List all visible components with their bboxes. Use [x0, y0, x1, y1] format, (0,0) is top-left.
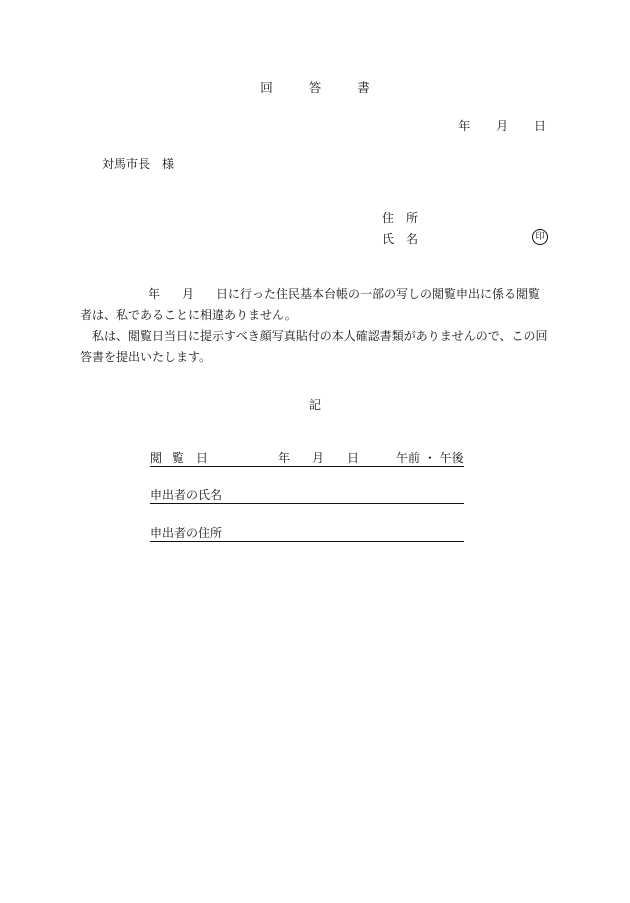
- title-char-1: 回: [260, 80, 273, 95]
- ki-heading: 記: [308, 398, 321, 412]
- applicant-name-row: [150, 489, 464, 504]
- applicant-address-row-label: 申出者の住所: [150, 526, 223, 540]
- name-label-char-2: 名: [406, 232, 419, 246]
- document-title: [0, 82, 630, 95]
- p1-text: 日に行った住民基本台帳の一部の写しの閲覧申出に係る閲覧者は、私であることに相違ありません。: [80, 287, 541, 322]
- view-date-label-1: 閲: [150, 451, 163, 465]
- body-paragraph-1: [80, 284, 550, 326]
- view-date-row: [150, 452, 464, 467]
- view-date-ampm: 午前 ・ 午後: [396, 451, 464, 465]
- applicant-name-label: [382, 233, 418, 245]
- addressee-name: 対馬市長: [102, 157, 151, 171]
- header-date-year: 年: [458, 119, 471, 133]
- view-date-day: 日: [347, 451, 360, 465]
- address-label-char-2: 所: [406, 211, 419, 225]
- view-date-month: 月: [312, 451, 325, 465]
- view-date-label-2: 覧: [172, 451, 185, 465]
- p1-month: 月: [182, 287, 195, 301]
- header-date-day: 日: [533, 119, 546, 133]
- name-label-char-1: 氏: [382, 232, 395, 246]
- address-label-char-1: 住: [382, 211, 395, 225]
- applicant-address-row: [150, 527, 464, 542]
- view-date-label-3: 日: [196, 451, 209, 465]
- title-char-2: 答: [308, 80, 322, 95]
- seal-mark: 印: [532, 229, 548, 245]
- body-paragraph-2: [80, 326, 550, 368]
- p2-text: 私は、閲覧日当日に提示すべき顔写真貼付の本人確認書類がありませんので、この回答書を提出いたします。: [80, 329, 548, 364]
- addressee: [102, 158, 174, 170]
- applicant-name-row-label: 申出者の氏名: [150, 488, 223, 502]
- addressee-honorific: 様: [162, 157, 175, 171]
- p1-year: 年: [148, 287, 161, 301]
- view-date-year: 年: [278, 451, 291, 465]
- header-date-month: 月: [496, 119, 509, 133]
- applicant-address-label: [382, 212, 418, 224]
- header-date: [436, 120, 546, 132]
- title-char-3: 書: [357, 80, 370, 95]
